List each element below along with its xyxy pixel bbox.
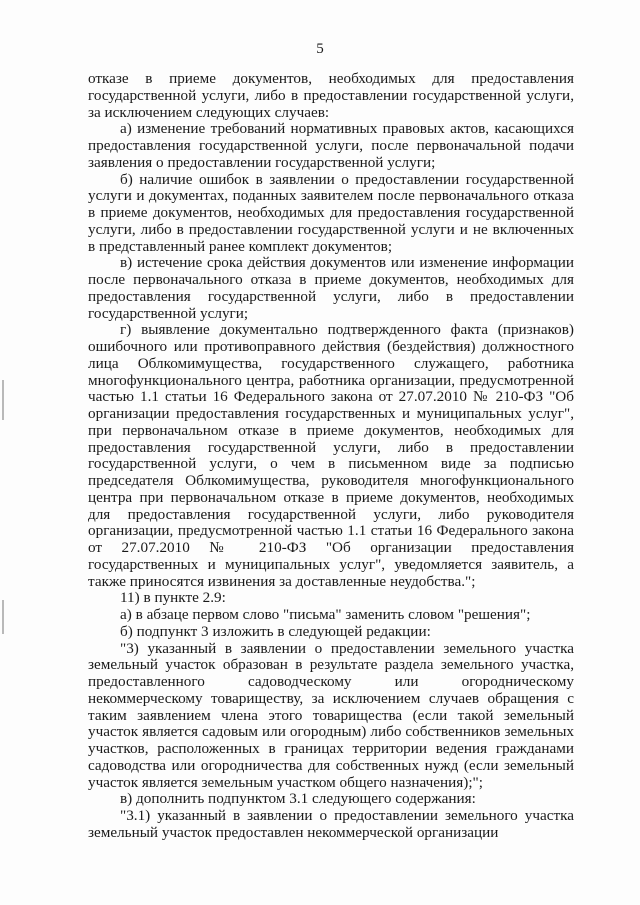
- paragraph-point-11: 11) в пункте 2.9:: [120, 589, 226, 607]
- paragraph-subitem-b: б) подпункт 3 изложить в следующей редакции:: [120, 622, 431, 640]
- paragraph-item-g: г) выявление документально подтвержденного факта (признаков) ошибочного или противоправного действия (бездействия) должностного лица Облкомимущества, государственного служащего, работника многофункционального центра, работника организации, предусмотренной частью 1.1 статьи 16 Федерального закона от 27.07.2010 № 210-ФЗ "Об организации предоставления государственных и муниципальных услуг", при первоначальном отказе в приеме документов, необходимых для предоставления государственной услуги, либо в предоставлении государственной услуги, о чем в письменном виде за подписью председателя Облкомимущества, руководителя многофункционального центра при первоначальном отказе в приеме документов, необходимых для предоставления государственной услуги, либо руководителя организации, предусмотренной частью 1.1 статьи 16 Федерального закона от 27.07.2010 № 210-ФЗ "Об организации предоставления государственных и муниципальных услуг", уведомляется заявитель, а также приносятся извинения за доставленные неудобства.";: [88, 321, 574, 590]
- paragraph-item-a: а) изменение требований нормативных правовых актов, касающихся предоставления государственной услуги, после первоначальной подачи заявления о предоставлении государственной услуги;: [88, 120, 574, 171]
- paragraph-item-v: в) истечение срока действия документов или изменение информации после первоначального отказа в приеме документов, необходимых для предоставления государственной услуги, либо в предоставлении государственной услуги;: [88, 254, 574, 322]
- paragraph-item-b: б) наличие ошибок в заявлении о предоставлении государственной услуги и документах, поданных заявителем после первоначального отказа в приеме документов, необходимых для предоставления государственной услуги, либо в предоставлении государственной услуги и не включенных в представленный ранее комплект документов;: [88, 170, 574, 255]
- scan-margin-mark: [2, 380, 4, 420]
- paragraph-subpoint-3-1: "3.1) указанный в заявлении о предоставлении земельного участка земельный участок предоставлен некоммерческой организации: [88, 807, 574, 841]
- paragraph-subitem-a: а) в абзаце первом слово "письма" заменить словом "решения";: [120, 606, 531, 623]
- paragraph-refusal-continuation: отказе в приеме документов, необходимых для предоставления государственной услуги, либо в предоставлении государственной услуги, за исключением следующих случаев:: [88, 70, 574, 121]
- paragraph-subpoint-3: "3) указанный в заявлении о предоставлении земельного участка земельный участок образован в результате раздела земельного участка, предоставленного садоводческому или огородническому некоммерческому товариществу, за исключением случаев обращения с таким заявлением члена этого товарищества (если такой земельный участок является садовым или огородным) либо собственников земельных участков, расположенных в границах территории ведения гражданами садоводства или огородничества для собственных нужд (если земельный участок является земельным участком общего назначения);";: [88, 639, 574, 791]
- paragraph-subitem-v: в) дополнить подпунктом 3.1 следующего содержания:: [120, 790, 476, 808]
- scan-margin-mark: [2, 600, 4, 634]
- document-body: [88, 71, 574, 842]
- page-number: 5: [316, 41, 324, 57]
